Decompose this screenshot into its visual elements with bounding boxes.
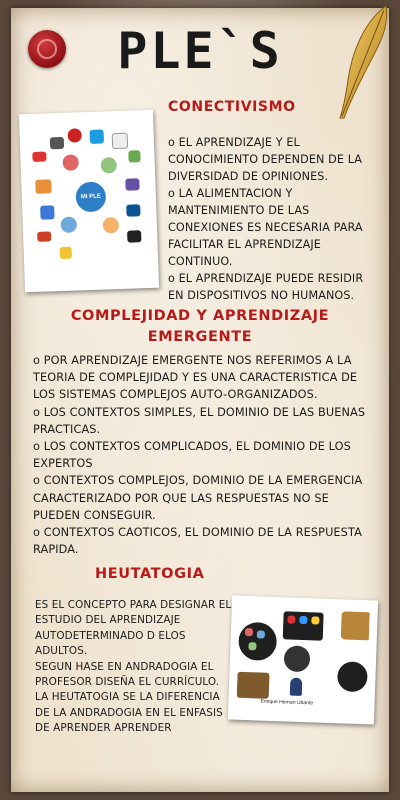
heading-line: EMERGENTE bbox=[147, 329, 253, 345]
mi-ple-label: MI PLE bbox=[80, 193, 101, 201]
text-line: o EL APRENDIZAJE Y EL bbox=[168, 136, 300, 149]
text-line: DIVERSIDAD DE OPINIONES. bbox=[168, 170, 329, 183]
heutatogia-text bbox=[35, 598, 231, 737]
text-line: CONTINUO. bbox=[168, 255, 233, 268]
ple-diagram bbox=[236, 604, 370, 716]
text-line: AUTODETERMINADO D ELOS bbox=[35, 629, 186, 642]
conectivismo-text bbox=[168, 134, 363, 304]
text-line: SEGUN HASE EN ANDRADOGIA EL bbox=[35, 660, 214, 673]
text-line: CONEXIONES ES NECESARIA PARA bbox=[168, 221, 363, 234]
text-line: CONOCIMIENTO DEPENDEN DE LA bbox=[168, 153, 363, 166]
text-line: o EL APRENDIZAJE PUEDE RESIDIR bbox=[168, 272, 364, 285]
page-title: PLE`S bbox=[117, 22, 283, 80]
text-line: DE APRENDER APRENDER bbox=[35, 722, 172, 735]
complejidad-text bbox=[33, 352, 365, 558]
text-line: EXPERTOS bbox=[33, 457, 93, 471]
ple-tools-collage bbox=[27, 118, 150, 268]
text-line: o CONTEXTOS CAOTICOS, EL DOMINIO DE LA RESPUESTA bbox=[33, 526, 362, 540]
text-line: RAPIDA. bbox=[33, 543, 79, 557]
text-line: o POR APRENDIZAJE EMERGENTE NOS REFERIMOS A LA bbox=[33, 354, 352, 367]
text-line: o LOS CONTEXTOS SIMPLES, EL DOMINIO DE LAS BUENAS bbox=[33, 405, 366, 419]
text-line: ESTUDIO DEL APRENDIZAJE bbox=[35, 614, 181, 627]
text-line: MANTENIMIENTO DE LAS bbox=[168, 204, 310, 217]
mi-ple-logo bbox=[73, 179, 108, 214]
text-line: CARACTERIZADO POR QUE LAS RESPUESTAS NO SE bbox=[33, 491, 329, 505]
text-line: PROFESOR DISEÑA EL CURRÍCULO. bbox=[35, 676, 220, 689]
text-line: FACILITAR EL APRENDIZAJE bbox=[168, 238, 321, 251]
ple-tools-photo bbox=[19, 110, 159, 293]
text-line: TEORIA DE COMPLEJIDAD Y ES UNA CARACTERISTICA DE bbox=[33, 371, 358, 385]
text-line: o LA ALIMENTACION Y bbox=[168, 187, 293, 200]
text-line: LOS SISTEMAS COMPLEJOS AUTO-ORGANIZADOS. bbox=[33, 388, 318, 402]
text-line: PUEDEN CONSEGUIR. bbox=[33, 508, 156, 522]
heutatogia-heading: HEUTATOGIA bbox=[95, 566, 205, 582]
diagram-caption: Enrique Hernan Ubante bbox=[260, 698, 314, 707]
complejidad-heading bbox=[0, 306, 400, 348]
text-line: ADULTOS. bbox=[35, 645, 88, 658]
conectivismo-heading: CONECTIVISMO bbox=[168, 99, 296, 115]
text-line: ES EL CONCEPTO PARA DESIGNAR EL bbox=[35, 599, 232, 611]
text-line: LA HEUTATOGIA SE LA DIFERENCIA bbox=[35, 691, 220, 704]
text-line: DE LA ANDRADOGIA EN EL ENFASIS bbox=[35, 706, 223, 719]
person-icon bbox=[290, 678, 303, 696]
text-line: PRACTICAS. bbox=[33, 422, 101, 436]
text-line: o LOS CONTEXTOS COMPLICADOS, EL DOMINIO DE LOS bbox=[33, 440, 351, 454]
text-line: EN DISPOSITIVOS NO HUMANOS. bbox=[168, 289, 355, 302]
ple-diagram-photo bbox=[228, 595, 378, 724]
heading-line: COMPLEJIDAD Y APRENDIZAJE bbox=[70, 308, 330, 324]
text-line: o CONTEXTOS COMPLEJOS, DOMINIO DE LA EMERGENCIA bbox=[33, 474, 363, 488]
